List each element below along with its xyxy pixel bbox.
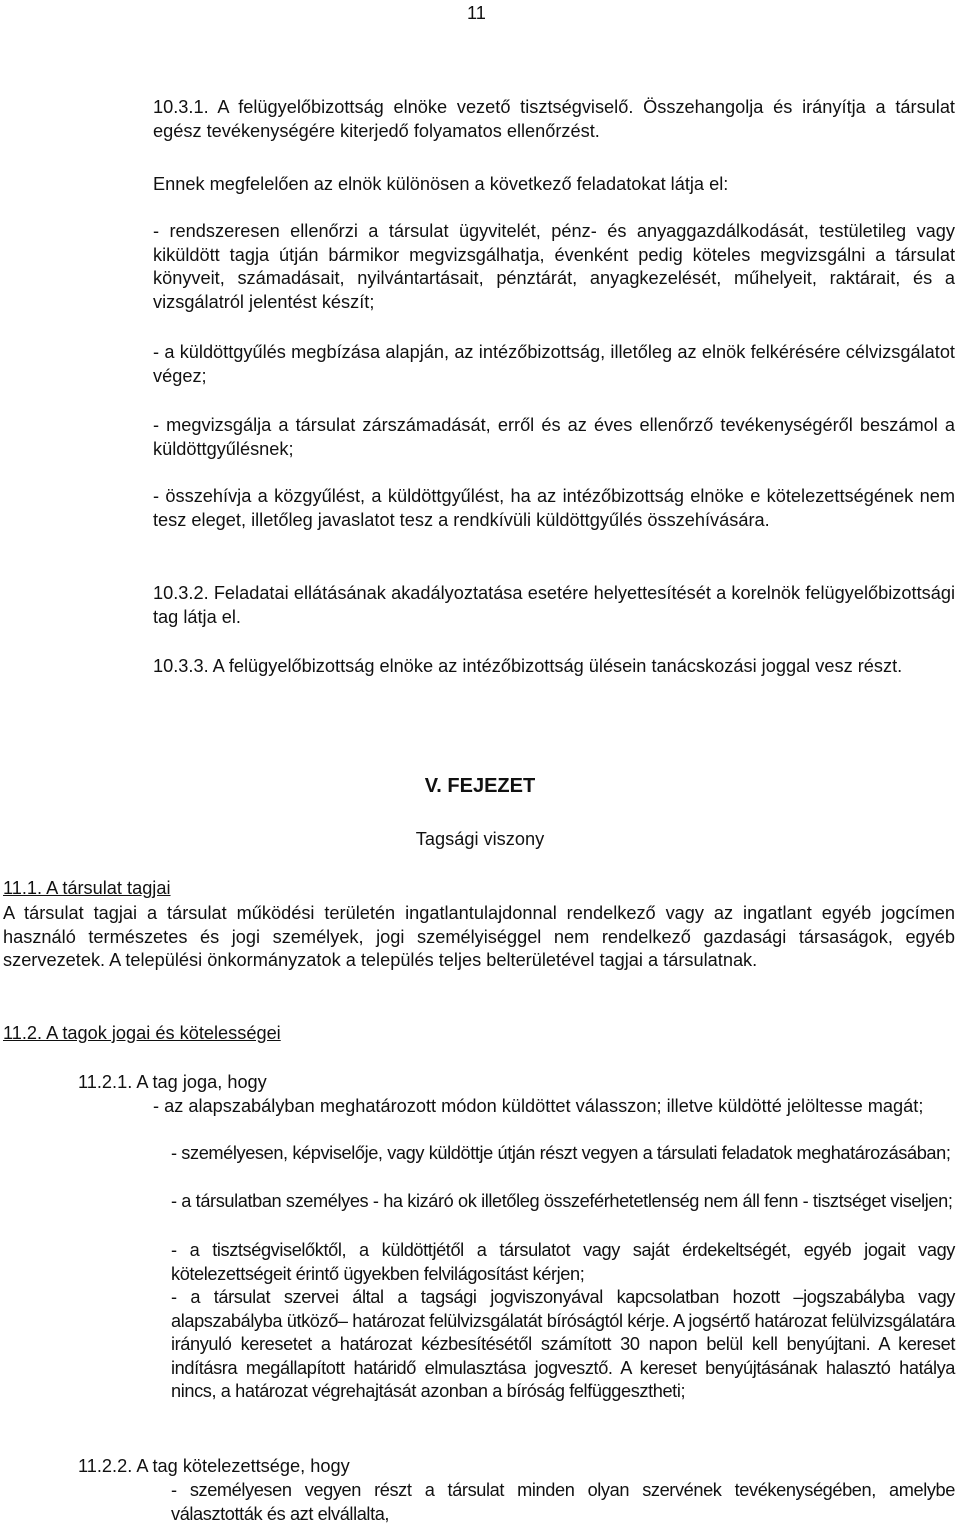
paragraph-11-1: A társulat tagjai a társulat működési területén ingatlantulajdonnal rendelkező vagy az ingatlant egyéb jogcímen használó természetes és jogi személyek, jogi személyiséggel nem rendelkező gazdasági társaságok, egyéb szervezetek. A települési önkormányzatok a település teljes belterületével tagjai a társulatnak.	[3, 903, 955, 970]
subsection-heading-11-2-2: 11.2.2. A tag kötelezettsége, hogy	[78, 1456, 350, 1476]
page-number: 11	[467, 3, 486, 23]
duties-intro: Ennek megfelelően az elnök különösen a következő feladatokat látja el:	[153, 174, 729, 194]
paragraph-10-3-2: 10.3.2. Feladatai ellátásának akadályoztatása esetére helyettesítését a korelnök felügyelőbizottsági tag látja el.	[153, 583, 955, 627]
section-heading-text: 11.2. A tagok jogai és kötelességei	[3, 1023, 281, 1043]
duty-item: - összehívja a közgyűlést, a küldöttgyűlést, ha az intézőbizottság elnöke e kötelezettségének nem tesz eleget, illetőleg javaslatot tesz a rendkívüli küldöttgyűlés összehívására.	[153, 486, 955, 530]
right-item: - a társulat szervei által a tagsági jogviszonyával kapcsolatban hozott –jogszabályba vagy alapszabályba ütköző– határozat felülvizsgálatát bíróságtól kérje. A jogsértő határozat felülvizsgálatára irányuló keresetet a határozat kézbesítésétől számított 30 napon belül kell benyújtani. A kereset indításra megállapított határidő elmulasztása jogvesztő. A kereset benyújtásának halasztó hatálya nincs, a határozat végrehajtását azonban a bíróság felfüggesztheti;	[171, 1287, 956, 1401]
right-item: - az alapszabályban meghatározott módon küldöttet válasszon; illetve küldötté jelöltesse magát;	[153, 1096, 924, 1116]
section-heading-11-2	[3, 1022, 281, 1046]
paragraph-10-3-3: 10.3.3. A felügyelőbizottság elnöke az intézőbizottság ülésein tanácskozási joggal vesz részt.	[153, 656, 903, 676]
obligation-item: - személyesen vegyen részt a társulat minden olyan szervének tevékenységében, amelybe választották és azt elvállalta,	[171, 1480, 955, 1524]
duty-item: - rendszeresen ellenőrzi a társulat ügyvitelét, pénz- és anyaggazdálkodását, testületileg vagy kiküldött tagja útján bármikor megvizsgálhatja, évenként pedig köteles megvizsgálni a társulat könyveit, számadásait, nyilvántartásait, pénztárát, anyagkezelését, műhelyeit, raktárait, és a vizsgálatról jelentést készít;	[153, 221, 955, 312]
paragraph-10-3-1: 10.3.1. A felügyelőbizottság elnöke vezető tisztségviselő. Összehangolja és irányítja a társulat egész tevékenységére kiterjedő folyamatos ellenőrzést.	[153, 97, 955, 141]
right-item: - a tisztségviselőktől, a küldöttjétől a társulatot vagy saját érdekeltségét, egyéb jogait vagy kötelezettségeit érintő ügyekben felvilágosítást kérjen;	[171, 1240, 955, 1284]
chapter-title: V. FEJEZET	[424, 775, 536, 797]
section-heading-11-1	[3, 877, 171, 901]
duty-item: - a küldöttgyűlés megbízása alapján, az intézőbizottság, illetőleg az elnök felkérésére célvizsgálatot végez;	[153, 342, 955, 386]
section-heading-text: 11.1. A társulat tagjai	[3, 878, 171, 898]
duty-item: - megvizsgálja a társulat zárszámadását, erről és az éves ellenőrző tevékenységéről beszámol a küldöttgyűlésnek;	[153, 415, 955, 459]
right-item: - a társulatban személyes - ha kizáró ok illetőleg összeférhetetlenség nem áll fenn - tisztséget viseljen;	[171, 1191, 953, 1211]
subsection-heading-11-2-1: 11.2.1. A tag joga, hogy	[78, 1072, 267, 1092]
right-item: - személyesen, képviselője, vagy küldöttje útján részt vegyen a társulati feladatok meghatározásában;	[171, 1143, 951, 1163]
chapter-subtitle: Tagsági viszony	[415, 829, 545, 849]
